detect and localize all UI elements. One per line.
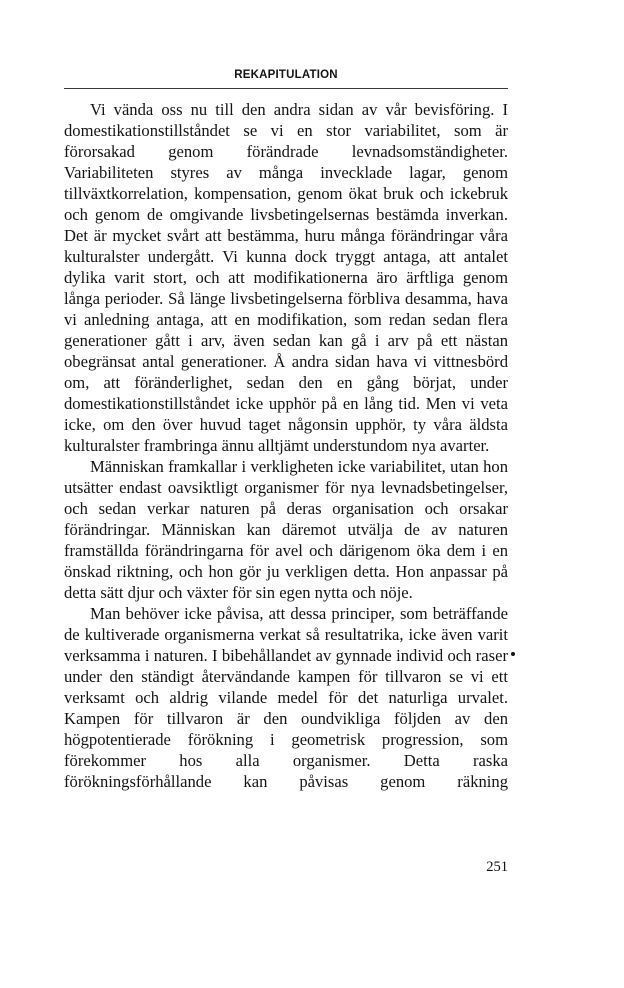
paragraph-1: Vi vända oss nu till den andra sidan av vår bevisföring. I domestikationstillståndet se vi en stor variabilitet, som är förorsakad genom förändrade levnadsomständigheter. Variabiliteten styres av många invecklade lagar, genom tillväxtkorrelation, kompensation, genom ökat bruk och ickebruk och genom de omgivande livsbetingelsernas bestämda inverkan. Det är mycket svårt att bestämma, huru många förändringar våra kulturalster undergått. Vi kunna dock tryggt antaga, att antalet dylika varit stort, och att modifikationerna äro ärftliga genom långa perioder. Så länge livsbetingelserna förbliva desamma, hava vi anledning antaga, att en modifikation, som redan sedan flera generationer gått i arv, även sedan kan gå i arv på ett nästan obegränsat antal generationer. Å andra sidan hava vi vittnesbörd om, att föränderlighet, sedan den en gång börjat, under domestikationstillståndet icke upphör på en lång tid. Men vi veta icke, om den över huvud taget någonsin upphör, ty våra äldsta kulturalster frambringa ännu alltjämt understundom nya avarter. (64, 100, 508, 455)
paragraph-3: Man behöver icke påvisa, att dessa principer, som beträffande de kultiverade organismerna verkat så resultatrika, icke även varit verksamma i naturen. I bibehållandet av gynnade individ och raser under den ständigt återvändande kampen för tillvaron se vi ett verksamt och aldrig vilande medel för det naturliga urvalet. Kampen för tillvaron är den oundvikliga följden av den högpotentierade förökning i geometrisk progression, som förekommer hos alla organismer. Detta raska förökningsförhållande kan påvisas genom räkning (64, 604, 508, 791)
page-number: 251 (486, 859, 508, 875)
paragraph-2: Människan framkallar i verkligheten icke variabilitet, utan hon utsätter endast oavsiktligt organismer för nya levnadsbetingelser, och sedan verkar naturen på deras organisation och orsakar förändringar. Människan kan däremot utvälja de av naturen framställda förändringarna för avel och därigenom öka dem i en önskad riktning, och hon gör ju verkligen detta. Hon anpassar på detta sätt djur och växter för sin egen nytta och nöje. (64, 457, 508, 602)
body-text (64, 99, 508, 792)
margin-mark (511, 652, 515, 656)
running-head: REKAPITULATION (234, 69, 338, 81)
header-rule (64, 88, 508, 89)
